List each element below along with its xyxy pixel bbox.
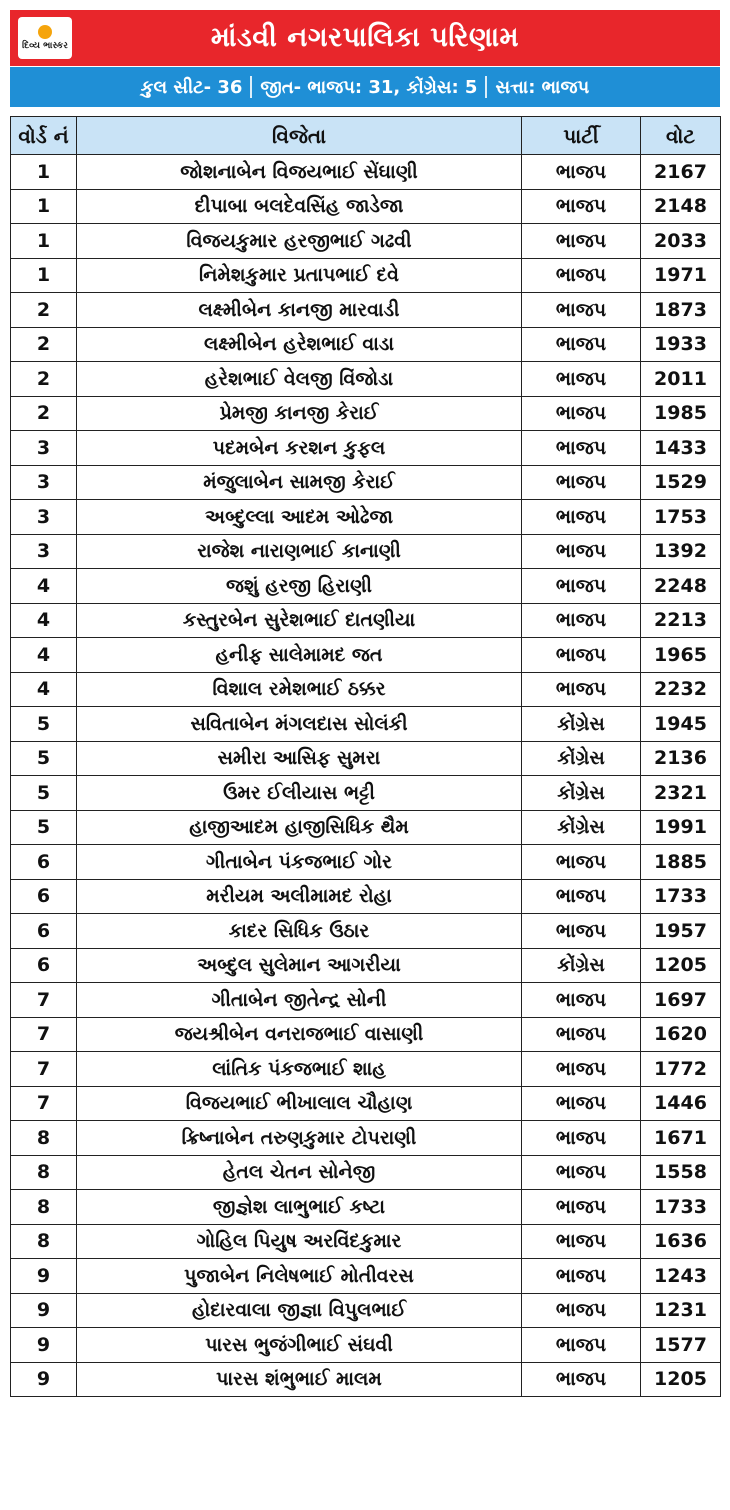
cell-winner: સવિતાબેન મંગલદાસ સોલંકી bbox=[77, 707, 522, 742]
power-text: સત્તા: ભાજપ bbox=[495, 76, 590, 98]
cell-ward: 1 bbox=[11, 258, 77, 293]
cell-votes: 2321 bbox=[641, 776, 721, 811]
cell-winner: પારસ શંભુભાઈ માલમ bbox=[77, 1362, 522, 1397]
header-party: પાર્ટી bbox=[522, 117, 641, 155]
table-row bbox=[11, 603, 721, 638]
cell-winner: નિમેશકુમાર પ્રતાપભાઈ દવે bbox=[77, 258, 522, 293]
cell-votes: 2148 bbox=[641, 189, 721, 224]
cell-ward: 1 bbox=[11, 189, 77, 224]
cell-winner: જોશનાબેન વિજયભાઈ સેંઘાણી bbox=[77, 155, 522, 190]
cell-party: ભાજપ bbox=[522, 1052, 641, 1087]
table-row bbox=[11, 1017, 721, 1052]
cell-votes: 1671 bbox=[641, 1121, 721, 1156]
cell-party: ભાજપ bbox=[522, 155, 641, 190]
cell-ward: 9 bbox=[11, 1362, 77, 1397]
cell-ward: 9 bbox=[11, 1328, 77, 1363]
cell-votes: 2033 bbox=[641, 224, 721, 259]
cell-votes: 1577 bbox=[641, 1328, 721, 1363]
cell-party: ભાજપ bbox=[522, 914, 641, 949]
cell-votes: 1733 bbox=[641, 1190, 721, 1225]
cell-votes: 1772 bbox=[641, 1052, 721, 1087]
cell-winner: સમીરા આસિફ સુમરા bbox=[77, 741, 522, 776]
table-row bbox=[11, 1224, 721, 1259]
title-banner bbox=[10, 10, 720, 66]
cell-party: ભાજપ bbox=[522, 1224, 641, 1259]
cell-party: ભાજપ bbox=[522, 1155, 641, 1190]
cell-votes: 2213 bbox=[641, 603, 721, 638]
table-row bbox=[11, 1259, 721, 1294]
cell-ward: 6 bbox=[11, 914, 77, 949]
cell-ward: 7 bbox=[11, 1017, 77, 1052]
table-row bbox=[11, 569, 721, 604]
cell-votes: 1433 bbox=[641, 431, 721, 466]
table-row bbox=[11, 879, 721, 914]
table-row bbox=[11, 1293, 721, 1328]
logo-text: દિવ્ય ભાસ્કર bbox=[22, 41, 68, 51]
cell-ward: 9 bbox=[11, 1293, 77, 1328]
cell-winner: હેતલ ચેતન સોનેજી bbox=[77, 1155, 522, 1190]
cell-party: ભાજપ bbox=[522, 293, 641, 328]
cell-votes: 1991 bbox=[641, 810, 721, 845]
cell-winner: રાજેશ નારાણભાઈ કાનાણી bbox=[77, 534, 522, 569]
cell-party: ભાજપ bbox=[522, 431, 641, 466]
cell-party: ભાજપ bbox=[522, 1362, 641, 1397]
cell-ward: 5 bbox=[11, 776, 77, 811]
cell-votes: 2232 bbox=[641, 672, 721, 707]
header-winner: વિજેતા bbox=[77, 117, 522, 155]
cell-votes: 1965 bbox=[641, 638, 721, 673]
cell-winner: જશું હરજી હિરાણી bbox=[77, 569, 522, 604]
cell-winner: મંજુલાબેન સામજી કેરાઈ bbox=[77, 465, 522, 500]
cell-party: ભાજપ bbox=[522, 845, 641, 880]
cell-ward: 6 bbox=[11, 948, 77, 983]
cell-party: ભાજપ bbox=[522, 672, 641, 707]
cell-ward: 3 bbox=[11, 534, 77, 569]
results-table bbox=[10, 116, 721, 1397]
cell-winner: ગીતાબેન પંકજભાઈ ગોર bbox=[77, 845, 522, 880]
cell-winner: હોદારવાલા જીજ્ઞા વિપુલભાઈ bbox=[77, 1293, 522, 1328]
cell-party: ભાજપ bbox=[522, 983, 641, 1018]
cell-party: ભાજપ bbox=[522, 569, 641, 604]
cell-party: ભાજપ bbox=[522, 1293, 641, 1328]
cell-votes: 1873 bbox=[641, 293, 721, 328]
cell-votes: 1392 bbox=[641, 534, 721, 569]
cell-winner: દીપાબા બલદેવસિંહ જાડેજા bbox=[77, 189, 522, 224]
cell-party: ભાજપ bbox=[522, 879, 641, 914]
cell-party: ભાજપ bbox=[522, 258, 641, 293]
cell-party: ભાજપ bbox=[522, 362, 641, 397]
cell-ward: 1 bbox=[11, 155, 77, 190]
cell-ward: 2 bbox=[11, 327, 77, 362]
cell-ward: 8 bbox=[11, 1155, 77, 1190]
table-row bbox=[11, 534, 721, 569]
cell-ward: 6 bbox=[11, 845, 77, 880]
cell-votes: 1697 bbox=[641, 983, 721, 1018]
table-row bbox=[11, 1086, 721, 1121]
cell-winner: ગીતાબેન જીતેન્દ્ર સોની bbox=[77, 983, 522, 1018]
cell-winner: વિશાલ રમેશભાઈ ઠક્કર bbox=[77, 672, 522, 707]
cell-ward: 4 bbox=[11, 569, 77, 604]
cell-ward: 3 bbox=[11, 465, 77, 500]
table-row bbox=[11, 707, 721, 742]
cell-winner: ઉમર ઈલીયાસ ભટ્ટી bbox=[77, 776, 522, 811]
table-row bbox=[11, 293, 721, 328]
table-row bbox=[11, 500, 721, 535]
cell-ward: 9 bbox=[11, 1259, 77, 1294]
cell-votes: 1945 bbox=[641, 707, 721, 742]
table-row bbox=[11, 431, 721, 466]
total-seats-text: કુલ સીટ- 36 bbox=[140, 76, 243, 98]
cell-ward: 7 bbox=[11, 983, 77, 1018]
cell-winner: લક્ષ્મીબેન કાનજી મારવાડી bbox=[77, 293, 522, 328]
cell-winner: વિજયકુમાર હરજીભાઈ ગઢવી bbox=[77, 224, 522, 259]
cell-winner: ગોહિલ પિયુષ અરવિંદકુમાર bbox=[77, 1224, 522, 1259]
cell-party: ભાજપ bbox=[522, 465, 641, 500]
cell-ward: 4 bbox=[11, 672, 77, 707]
table-row bbox=[11, 948, 721, 983]
table-row bbox=[11, 1190, 721, 1225]
cell-party: ભાજપ bbox=[522, 1259, 641, 1294]
cell-ward: 1 bbox=[11, 224, 77, 259]
table-row bbox=[11, 258, 721, 293]
cell-party: કોંગ્રેસ bbox=[522, 948, 641, 983]
table-row bbox=[11, 776, 721, 811]
cell-party: ભાજપ bbox=[522, 396, 641, 431]
cell-ward: 3 bbox=[11, 431, 77, 466]
cell-ward: 8 bbox=[11, 1224, 77, 1259]
table-row bbox=[11, 1121, 721, 1156]
table-row bbox=[11, 983, 721, 1018]
cell-party: ભાજપ bbox=[522, 327, 641, 362]
cell-winner: પ્રેમજી કાનજી કેરાઈ bbox=[77, 396, 522, 431]
cell-winner: હાજીઆદમ હાજીસિધિક થૈમ bbox=[77, 810, 522, 845]
page-title: માંડવી નગરપાલિકા પરિણામ bbox=[210, 22, 520, 53]
cell-party: કોંગ્રેસ bbox=[522, 810, 641, 845]
cell-ward: 2 bbox=[11, 362, 77, 397]
header-ward: વોર્ડ નં bbox=[11, 117, 77, 155]
cell-winner: પુજાબેન નિલેષભાઈ મોતીવરસ bbox=[77, 1259, 522, 1294]
cell-ward: 7 bbox=[11, 1052, 77, 1087]
cell-party: ભાજપ bbox=[522, 1017, 641, 1052]
cell-winner: જીજ્ઞેશ લાભુભાઈ કષ્ટા bbox=[77, 1190, 522, 1225]
cell-votes: 1885 bbox=[641, 845, 721, 880]
table-row bbox=[11, 189, 721, 224]
cell-votes: 1205 bbox=[641, 948, 721, 983]
cell-party: કોંગ્રેસ bbox=[522, 776, 641, 811]
table-row bbox=[11, 327, 721, 362]
table-row bbox=[11, 1328, 721, 1363]
cell-winner: પદમબેન કરશન કુફલ bbox=[77, 431, 522, 466]
cell-votes: 1446 bbox=[641, 1086, 721, 1121]
cell-ward: 4 bbox=[11, 638, 77, 673]
cell-winner: ક્રિષ્નાબેન તરુણકુમાર ટોપરાણી bbox=[77, 1121, 522, 1156]
cell-party: ભાજપ bbox=[522, 1086, 641, 1121]
cell-ward: 2 bbox=[11, 293, 77, 328]
table-row bbox=[11, 810, 721, 845]
cell-winner: લક્ષ્મીબેન હરેશભાઈ વાડા bbox=[77, 327, 522, 362]
cell-winner: અબ્દુલ્લા આદમ ઓઢેજા bbox=[77, 500, 522, 535]
sun-icon bbox=[38, 25, 52, 39]
cell-votes: 1957 bbox=[641, 914, 721, 949]
cell-winner: હનીફ સાલેમામદ જત bbox=[77, 638, 522, 673]
table-row bbox=[11, 914, 721, 949]
cell-votes: 1243 bbox=[641, 1259, 721, 1294]
cell-winner: લાંતિક પંકજભાઈ શાહ bbox=[77, 1052, 522, 1087]
cell-votes: 1205 bbox=[641, 1362, 721, 1397]
table-row bbox=[11, 396, 721, 431]
cell-votes: 1231 bbox=[641, 1293, 721, 1328]
table-row bbox=[11, 1155, 721, 1190]
table-row bbox=[11, 638, 721, 673]
table-row bbox=[11, 845, 721, 880]
cell-votes: 2011 bbox=[641, 362, 721, 397]
divider bbox=[250, 76, 252, 98]
cell-party: ભાજપ bbox=[522, 500, 641, 535]
cell-party: ભાજપ bbox=[522, 1121, 641, 1156]
cell-ward: 6 bbox=[11, 879, 77, 914]
cell-votes: 2167 bbox=[641, 155, 721, 190]
table-row bbox=[11, 362, 721, 397]
cell-ward: 5 bbox=[11, 810, 77, 845]
cell-votes: 1558 bbox=[641, 1155, 721, 1190]
cell-votes: 1733 bbox=[641, 879, 721, 914]
cell-party: ભાજપ bbox=[522, 1328, 641, 1363]
cell-party: ભાજપ bbox=[522, 224, 641, 259]
cell-winner: અબ્દુલ સુલેમાન આગરીયા bbox=[77, 948, 522, 983]
cell-party: ભાજપ bbox=[522, 603, 641, 638]
table-row bbox=[11, 155, 721, 190]
header-votes: વોટ bbox=[641, 117, 721, 155]
table-row bbox=[11, 741, 721, 776]
table-header-row bbox=[11, 117, 721, 155]
cell-winner: હરેશભાઈ વેલજી વિંજોડા bbox=[77, 362, 522, 397]
cell-ward: 4 bbox=[11, 603, 77, 638]
cell-winner: પારસ ભુજંગીભાઈ સંઘવી bbox=[77, 1328, 522, 1363]
cell-ward: 8 bbox=[11, 1121, 77, 1156]
cell-ward: 7 bbox=[11, 1086, 77, 1121]
cell-ward: 5 bbox=[11, 741, 77, 776]
cell-votes: 1971 bbox=[641, 258, 721, 293]
cell-ward: 8 bbox=[11, 1190, 77, 1225]
cell-votes: 1985 bbox=[641, 396, 721, 431]
cell-ward: 3 bbox=[11, 500, 77, 535]
cell-winner: કાદર સિધિક ઉઠાર bbox=[77, 914, 522, 949]
cell-votes: 1529 bbox=[641, 465, 721, 500]
cell-ward: 2 bbox=[11, 396, 77, 431]
cell-ward: 5 bbox=[11, 707, 77, 742]
cell-votes: 1933 bbox=[641, 327, 721, 362]
cell-party: ભાજપ bbox=[522, 534, 641, 569]
table-row bbox=[11, 1052, 721, 1087]
cell-votes: 1636 bbox=[641, 1224, 721, 1259]
table-row bbox=[11, 1362, 721, 1397]
cell-votes: 1753 bbox=[641, 500, 721, 535]
summary-bar bbox=[10, 67, 720, 107]
cell-votes: 2136 bbox=[641, 741, 721, 776]
cell-party: ભાજપ bbox=[522, 638, 641, 673]
cell-winner: મરીયમ અલીમામદ રોહા bbox=[77, 879, 522, 914]
cell-winner: જયશ્રીબેન વનરાજભાઈ વાસાણી bbox=[77, 1017, 522, 1052]
cell-party: ભાજપ bbox=[522, 1190, 641, 1225]
table-row bbox=[11, 224, 721, 259]
wins-text: જીત- ભાજપ: 31, કોંગ્રેસ: 5 bbox=[260, 76, 478, 98]
cell-party: ભાજપ bbox=[522, 189, 641, 224]
cell-votes: 1620 bbox=[641, 1017, 721, 1052]
cell-winner: વિજયભાઈ ભીખાલાલ ચૌહાણ bbox=[77, 1086, 522, 1121]
cell-votes: 2248 bbox=[641, 569, 721, 604]
table-row bbox=[11, 672, 721, 707]
cell-party: કોંગ્રેસ bbox=[522, 741, 641, 776]
divya-bhaskar-logo bbox=[18, 17, 72, 59]
cell-winner: કસ્તુરબેન સુરેશભાઈ દાતણીયા bbox=[77, 603, 522, 638]
cell-party: કોંગ્રેસ bbox=[522, 707, 641, 742]
table-row bbox=[11, 465, 721, 500]
divider bbox=[485, 76, 487, 98]
